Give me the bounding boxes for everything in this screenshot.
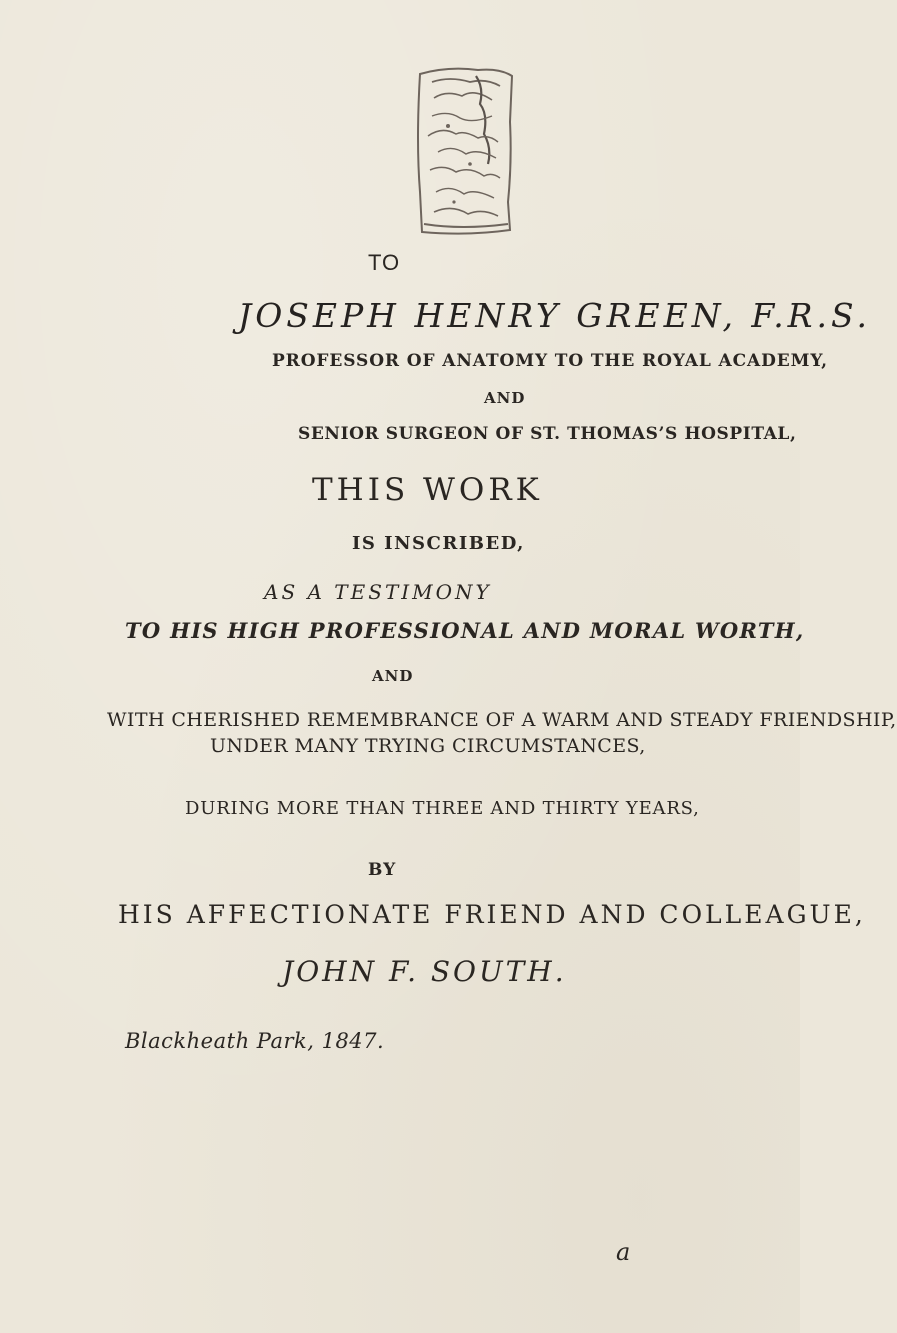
worth-line: TO HIS HIGH PROFESSIONAL AND MORAL WORTH, [125,618,805,643]
conjunction-one: AND [484,389,526,407]
library-stamp-icon [408,52,520,242]
testimony-line: AS A TESTIMONY [264,580,492,604]
is-inscribed-line: IS INSCRIBED, [352,533,525,554]
duration-line: DURING MORE THAN THREE AND THIRTY YEARS, [185,798,700,819]
place-date: Blackheath Park, 1847. [125,1029,385,1053]
dedication-to: TO [368,250,401,275]
author-name: JOHN F. SOUTH. [282,955,567,988]
dedicatee-name: JOSEPH HENRY GREEN, F.R.S. [238,296,871,335]
signature-mark: a [616,1238,631,1266]
this-work-heading: THIS WORK [312,472,543,508]
conjunction-two: AND [372,667,414,685]
dedicatee-position-one: PROFESSOR OF ANATOMY TO THE ROYAL ACADEMY, [272,351,829,371]
remembrance-line: WITH CHERISHED REMEMBRANCE OF A WARM AND STEADY FRIENDSHIP, [107,709,897,731]
dedicatee-position-two: SENIOR SURGEON OF ST. THOMAS’S HOSPITAL, [298,424,797,444]
relation-line: HIS AFFECTIONATE FRIEND AND COLLEAGUE, [118,900,866,929]
circumstances-line: UNDER MANY TRYING CIRCUMSTANCES, [210,735,646,757]
by-line: BY [368,860,397,880]
